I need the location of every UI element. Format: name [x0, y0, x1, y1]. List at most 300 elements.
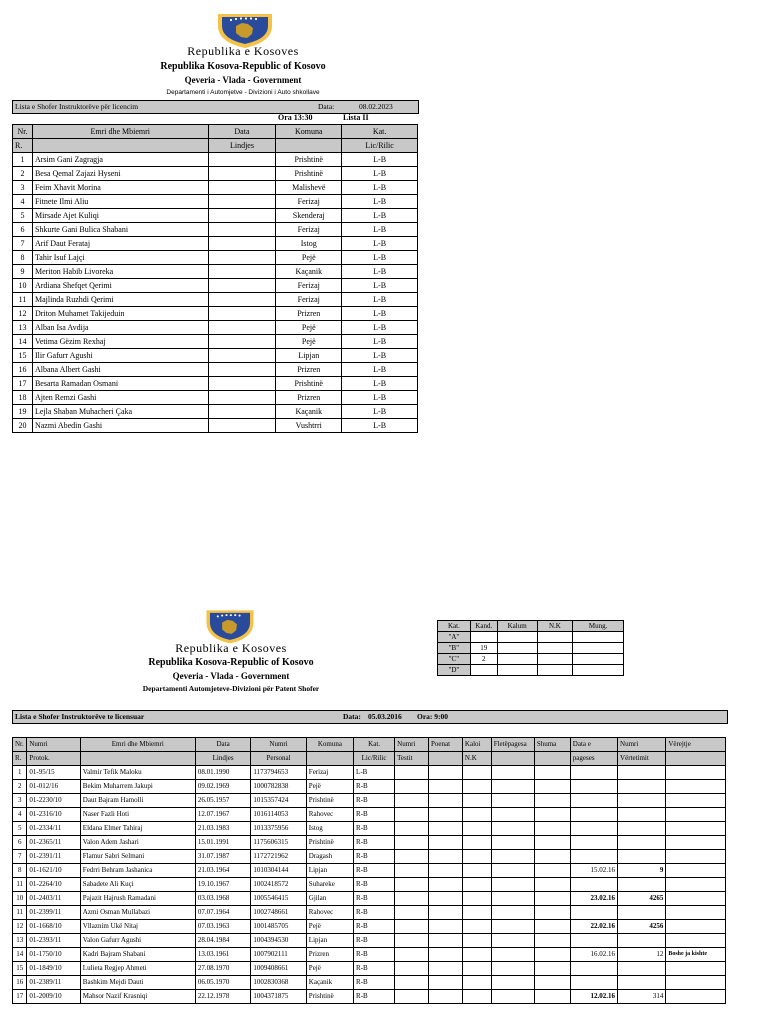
row-category: R-B: [354, 808, 395, 822]
row-municipality: Ferizaj: [276, 279, 342, 293]
row-protocol: 01-1668/10: [27, 920, 80, 934]
row-municipality: Pejë: [276, 335, 342, 349]
doc1-date-value: 08.02.2023: [359, 102, 393, 111]
col-dob: Data: [208, 125, 276, 139]
row-category: R-B: [354, 878, 395, 892]
row-personal-number: 1010304144: [251, 864, 306, 878]
row-passed: [462, 990, 491, 1004]
table-row: [13, 822, 726, 836]
doc2-list-bar: [12, 710, 728, 724]
table-row: [13, 321, 418, 335]
table-row: [13, 780, 726, 794]
row-payment-date: [570, 794, 617, 808]
row-passed: [462, 850, 491, 864]
row-dob: [208, 181, 276, 195]
row-municipality: Dragash: [306, 850, 353, 864]
row-amount: [534, 934, 570, 948]
row-slip: [491, 822, 534, 836]
row-municipality: Istog: [276, 237, 342, 251]
doc2-header-cell: Lic/Rilic: [354, 752, 395, 766]
row-certificate-number: [618, 822, 666, 836]
row-municipality: Lipjan: [306, 864, 353, 878]
row-test: [395, 878, 429, 892]
row-dob: [208, 321, 276, 335]
row-name: Lejla Shaban Muhacheri Çaka: [32, 405, 208, 419]
row-payment-date: [570, 962, 617, 976]
row-dob: [208, 237, 276, 251]
table-row: [13, 251, 418, 265]
category-cell: [573, 632, 624, 643]
row-payment-date: [570, 934, 617, 948]
row-note: [666, 850, 726, 864]
row-name: Valon Gafurr Agushi: [80, 934, 195, 948]
row-name: Azmi Osman Mullabazi: [80, 906, 195, 920]
doc2-date-value: 05.03.2016: [368, 712, 402, 721]
row-number: 3: [13, 794, 27, 808]
row-category: L-B: [342, 363, 418, 377]
row-dob: 03.03.1968: [195, 892, 250, 906]
row-name: Pajazit Hajrush Ramadani: [80, 892, 195, 906]
doc1-header-row-2: [13, 139, 418, 153]
row-dob: [208, 153, 276, 167]
kosovo-emblem: [214, 12, 276, 48]
row-name: Ilir Gafurr Agushi: [32, 349, 208, 363]
row-name: Daut Bajram Hamolli: [80, 794, 195, 808]
row-number: 11: [13, 878, 27, 892]
row-payment-date: [570, 836, 617, 850]
row-certificate-number: [618, 962, 666, 976]
row-passed: [462, 920, 491, 934]
doc2-header-cell: Kaloi: [462, 738, 491, 752]
row-payment-date: [570, 766, 617, 780]
table-row: [13, 850, 726, 864]
row-points: [429, 836, 463, 850]
row-certificate-number: [618, 808, 666, 822]
doc2-header-cell: Data: [195, 738, 250, 752]
col-category-2: Lic/Rilic: [342, 139, 418, 153]
row-dob: [208, 167, 276, 181]
doc2-header-cell: Data e: [570, 738, 617, 752]
category-cell: [537, 654, 573, 665]
col-name: Emri dhe Mbiemri: [32, 125, 208, 139]
row-name: Mirsade Ajet Kuliqi: [32, 209, 208, 223]
doc2-header-cell: Numri: [395, 738, 429, 752]
row-slip: [491, 766, 534, 780]
row-municipality: Istog: [306, 822, 353, 836]
row-number: 10: [13, 892, 27, 906]
row-note: [666, 822, 726, 836]
row-protocol: 01-2399/11: [27, 906, 80, 920]
row-municipality: Lipjan: [276, 349, 342, 363]
table-row: [13, 223, 418, 237]
row-personal-number: 1004371875: [251, 990, 306, 1004]
row-name: Lulieta Regjep Ahmeti: [80, 962, 195, 976]
table-row: [13, 864, 726, 878]
doc2-title: Republika e Kosoves: [175, 641, 287, 655]
table-row: [13, 265, 418, 279]
row-certificate-number: [618, 766, 666, 780]
row-name: Flamur Sabri Selmani: [80, 850, 195, 864]
row-name: Besarta Ramadan Osmani: [32, 377, 208, 391]
row-dob: [208, 335, 276, 349]
table-row: [13, 293, 418, 307]
table-row: [13, 990, 726, 1004]
table-row: [13, 878, 726, 892]
row-personal-number: 1173794653: [251, 766, 306, 780]
row-protocol: 01-1621/10: [27, 864, 80, 878]
row-category: R-B: [354, 850, 395, 864]
row-passed: [462, 878, 491, 892]
category-cell: "C": [438, 654, 471, 665]
row-note: [666, 836, 726, 850]
row-name: Ajten Remzi Gashi: [32, 391, 208, 405]
row-passed: [462, 948, 491, 962]
row-test: [395, 808, 429, 822]
doc2-header-cell: Numri: [251, 738, 306, 752]
category-cell: [537, 632, 573, 643]
row-category: L-B: [342, 167, 418, 181]
category-cell: [497, 665, 537, 676]
row-payment-date: [570, 878, 617, 892]
row-slip: [491, 780, 534, 794]
row-amount: [534, 766, 570, 780]
row-note: [666, 990, 726, 1004]
row-name: Tahir Isuf Lajçi: [32, 251, 208, 265]
table-row: [13, 892, 726, 906]
row-amount: [534, 892, 570, 906]
row-category: L-B: [342, 209, 418, 223]
row-municipality: Prishtinë: [276, 377, 342, 391]
doc2-header-cell: Komuna: [306, 738, 353, 752]
row-number: 13: [13, 321, 33, 335]
row-name: Ardiana Shefqet Qerimi: [32, 279, 208, 293]
row-name: Valon Adem Jashari: [80, 836, 195, 850]
table-row: [13, 377, 418, 391]
row-amount: [534, 878, 570, 892]
row-dob: [208, 363, 276, 377]
row-number: 2: [13, 780, 27, 794]
doc2-header-cell: Emri dhe Mbiemri: [80, 738, 195, 752]
row-category: R-B: [354, 976, 395, 990]
row-municipality: Ferizaj: [276, 293, 342, 307]
row-payment-date: 22.02.16: [570, 920, 617, 934]
row-note: [666, 934, 726, 948]
row-number: 8: [13, 864, 27, 878]
row-municipality: Pejë: [276, 251, 342, 265]
row-name: Albana Albert Gashi: [32, 363, 208, 377]
table-row: [13, 962, 726, 976]
row-passed: [462, 822, 491, 836]
doc1-list-no: Lista II: [343, 113, 369, 122]
doc2-header-cell: [491, 752, 534, 766]
row-category: R-B: [354, 892, 395, 906]
row-certificate-number: [618, 794, 666, 808]
category-header-cell: N.K: [537, 621, 573, 632]
row-slip: [491, 934, 534, 948]
row-number: 4: [13, 808, 27, 822]
row-amount: [534, 906, 570, 920]
row-dob: [208, 293, 276, 307]
category-cell: 2: [470, 654, 497, 665]
row-dob: 13.03.1961: [195, 948, 250, 962]
category-cell: "B": [438, 643, 471, 654]
row-protocol: 01-012/16: [27, 780, 80, 794]
doc2-header-cell: [666, 752, 726, 766]
row-note: [666, 766, 726, 780]
table-row: [13, 237, 418, 251]
row-note: Boshe ja kishte: [666, 948, 726, 962]
doc2-header-cell: Personal: [251, 752, 306, 766]
row-note: [666, 878, 726, 892]
row-payment-date: [570, 822, 617, 836]
row-category: L-B: [342, 181, 418, 195]
row-protocol: 01-2334/11: [27, 822, 80, 836]
row-category: L-B: [342, 307, 418, 321]
row-name: Bashkim Mejdi Dauti: [80, 976, 195, 990]
doc2-header-cell: pageses: [570, 752, 617, 766]
row-slip: [491, 794, 534, 808]
row-number: 1: [13, 766, 27, 780]
doc2-header-cell: Protok.: [27, 752, 80, 766]
doc1-table: [12, 124, 418, 433]
doc2-header-cell: [306, 752, 353, 766]
row-test: [395, 906, 429, 920]
row-note: [666, 892, 726, 906]
table-row: [13, 335, 418, 349]
row-amount: [534, 990, 570, 1004]
row-note: [666, 808, 726, 822]
row-passed: [462, 836, 491, 850]
row-protocol: 01-1849/10: [27, 962, 80, 976]
category-cell: "A": [438, 632, 471, 643]
row-dob: [208, 279, 276, 293]
row-passed: [462, 976, 491, 990]
doc2-header-row: [13, 738, 726, 752]
row-dob: [208, 223, 276, 237]
row-name: Eldana Elmer Tahiraj: [80, 822, 195, 836]
row-certificate-number: [618, 906, 666, 920]
category-row: [438, 665, 624, 676]
doc2-header-row: [13, 752, 726, 766]
row-dob: [208, 377, 276, 391]
row-slip: [491, 836, 534, 850]
row-category: L-B: [342, 335, 418, 349]
row-amount: [534, 864, 570, 878]
row-number: 7: [13, 237, 33, 251]
category-row: [438, 632, 624, 643]
row-certificate-number: [618, 934, 666, 948]
row-points: [429, 962, 463, 976]
row-category: R-B: [354, 780, 395, 794]
row-slip: [491, 808, 534, 822]
doc1-list-title: Lista e Shofer Instruktorëve për licencim: [15, 102, 139, 111]
doc1-time: Ora 13:30: [278, 113, 313, 122]
row-name: Feim Xhavit Morina: [32, 181, 208, 195]
category-cell: [537, 643, 573, 654]
doc2-header-cell: Shuma: [534, 738, 570, 752]
doc2-header-cell: Poenat: [429, 738, 463, 752]
row-amount: [534, 808, 570, 822]
row-number: 3: [13, 181, 33, 195]
doc2-date-label: Data:: [343, 712, 361, 721]
row-personal-number: 1175606315: [251, 836, 306, 850]
row-name: Arsim Gani Zagragja: [32, 153, 208, 167]
row-dob: 21.03.1964: [195, 864, 250, 878]
row-note: [666, 962, 726, 976]
doc2-government: Qeveria - Vlada - Government: [172, 671, 290, 681]
row-dob: 07.03.1963: [195, 920, 250, 934]
row-name: Vllaznim Ukë Nitaj: [80, 920, 195, 934]
row-certificate-number: [618, 878, 666, 892]
row-municipality: Pejë: [306, 920, 353, 934]
row-note: [666, 794, 726, 808]
category-cell: [497, 632, 537, 643]
row-municipality: Kaçanik: [306, 976, 353, 990]
row-municipality: Prishtinë: [306, 836, 353, 850]
doc2-header-cell: Numri: [618, 738, 666, 752]
row-category: R-B: [354, 934, 395, 948]
row-amount: [534, 794, 570, 808]
doc2-header-cell: Vërejtje: [666, 738, 726, 752]
row-number: 15: [13, 962, 27, 976]
row-number: 14: [13, 335, 33, 349]
row-note: [666, 920, 726, 934]
row-category: L-B: [342, 419, 418, 433]
row-points: [429, 934, 463, 948]
row-number: 4: [13, 195, 33, 209]
row-points: [429, 990, 463, 1004]
row-number: 6: [13, 223, 33, 237]
row-number: 17: [13, 377, 33, 391]
row-slip: [491, 878, 534, 892]
row-dob: 07.07.1964: [195, 906, 250, 920]
row-number: 18: [13, 391, 33, 405]
row-personal-number: 1002830368: [251, 976, 306, 990]
row-dob: [208, 195, 276, 209]
row-number: 12: [13, 920, 27, 934]
row-category: L-B: [354, 766, 395, 780]
row-certificate-number: [618, 976, 666, 990]
row-test: [395, 976, 429, 990]
col-nr-2: R.: [13, 139, 33, 153]
row-payment-date: 23.02.16: [570, 892, 617, 906]
row-certificate-number: [618, 836, 666, 850]
doc2-header-cell: Lindjes: [195, 752, 250, 766]
row-slip: [491, 962, 534, 976]
row-points: [429, 906, 463, 920]
row-category: L-B: [342, 321, 418, 335]
row-points: [429, 976, 463, 990]
row-certificate-number: 9: [618, 864, 666, 878]
row-municipality: Gjilan: [306, 892, 353, 906]
doc1-title: Republika e Kosoves: [187, 44, 299, 58]
row-municipality: Prizren: [276, 363, 342, 377]
row-note: [666, 780, 726, 794]
row-number: 16: [13, 976, 27, 990]
col-dob-2: Lindjes: [208, 139, 276, 153]
doc2-list-title: Lista e Shofer Instruktorëve te licensuar: [15, 712, 145, 721]
category-cell: [497, 654, 537, 665]
row-number: 1: [13, 153, 33, 167]
row-certificate-number: 314: [618, 990, 666, 1004]
row-slip: [491, 850, 534, 864]
row-personal-number: 1016114053: [251, 808, 306, 822]
col-municipality-2: [276, 139, 342, 153]
row-personal-number: 1002748661: [251, 906, 306, 920]
row-protocol: 01-95/15: [27, 766, 80, 780]
row-name: Fedrri Behram Jashanica: [80, 864, 195, 878]
row-category: R-B: [354, 822, 395, 836]
category-header-cell: Mung.: [573, 621, 624, 632]
row-payment-date: [570, 850, 617, 864]
row-passed: [462, 906, 491, 920]
row-personal-number: 1001485705: [251, 920, 306, 934]
table-row: [13, 391, 418, 405]
row-points: [429, 766, 463, 780]
row-payment-date: [570, 808, 617, 822]
row-test: [395, 934, 429, 948]
row-amount: [534, 780, 570, 794]
row-personal-number: 1007902111: [251, 948, 306, 962]
row-dob: 31.07.1987: [195, 850, 250, 864]
row-note: [666, 906, 726, 920]
row-municipality: Pejë: [306, 962, 353, 976]
row-category: R-B: [354, 920, 395, 934]
row-note: [666, 864, 726, 878]
row-protocol: 01-2403/11: [27, 892, 80, 906]
row-name: Valmir Tefik Maloku: [80, 766, 195, 780]
category-row: [438, 654, 624, 665]
row-personal-number: 1013375956: [251, 822, 306, 836]
row-dob: 22.12.1978: [195, 990, 250, 1004]
row-municipality: Prishtinë: [276, 153, 342, 167]
category-header-cell: Kat.: [438, 621, 471, 632]
row-amount: [534, 962, 570, 976]
row-name: Meriton Habib Livoreka: [32, 265, 208, 279]
row-municipality: Ferizaj: [306, 766, 353, 780]
row-category: L-B: [342, 265, 418, 279]
category-cell: [470, 632, 497, 643]
category-row: [438, 643, 624, 654]
row-number: 13: [13, 934, 27, 948]
table-row: [13, 195, 418, 209]
doc2-time: Ora: 9:00: [417, 712, 449, 721]
table-row: [13, 167, 418, 181]
row-category: R-B: [354, 962, 395, 976]
table-row: [13, 766, 726, 780]
row-payment-date: 12.02.16: [570, 990, 617, 1004]
row-number: 2: [13, 167, 33, 181]
row-test: [395, 864, 429, 878]
row-slip: [491, 990, 534, 1004]
doc2-header-cell: Kat.: [354, 738, 395, 752]
row-municipality: Pejë: [306, 780, 353, 794]
row-category: L-B: [342, 279, 418, 293]
row-dob: 12.07.1967: [195, 808, 250, 822]
row-test: [395, 766, 429, 780]
row-points: [429, 780, 463, 794]
row-category: L-B: [342, 195, 418, 209]
doc1-list-bar: [12, 100, 419, 114]
row-municipality: Prizren: [276, 391, 342, 405]
row-name: Sabadete Ali Kuçi: [80, 878, 195, 892]
row-name: Majlinda Ruzhdi Qerimi: [32, 293, 208, 307]
row-municipality: Skenderaj: [276, 209, 342, 223]
table-row: [13, 153, 418, 167]
table-row: [13, 794, 726, 808]
row-municipality: Rahovec: [306, 808, 353, 822]
row-category: L-B: [342, 391, 418, 405]
